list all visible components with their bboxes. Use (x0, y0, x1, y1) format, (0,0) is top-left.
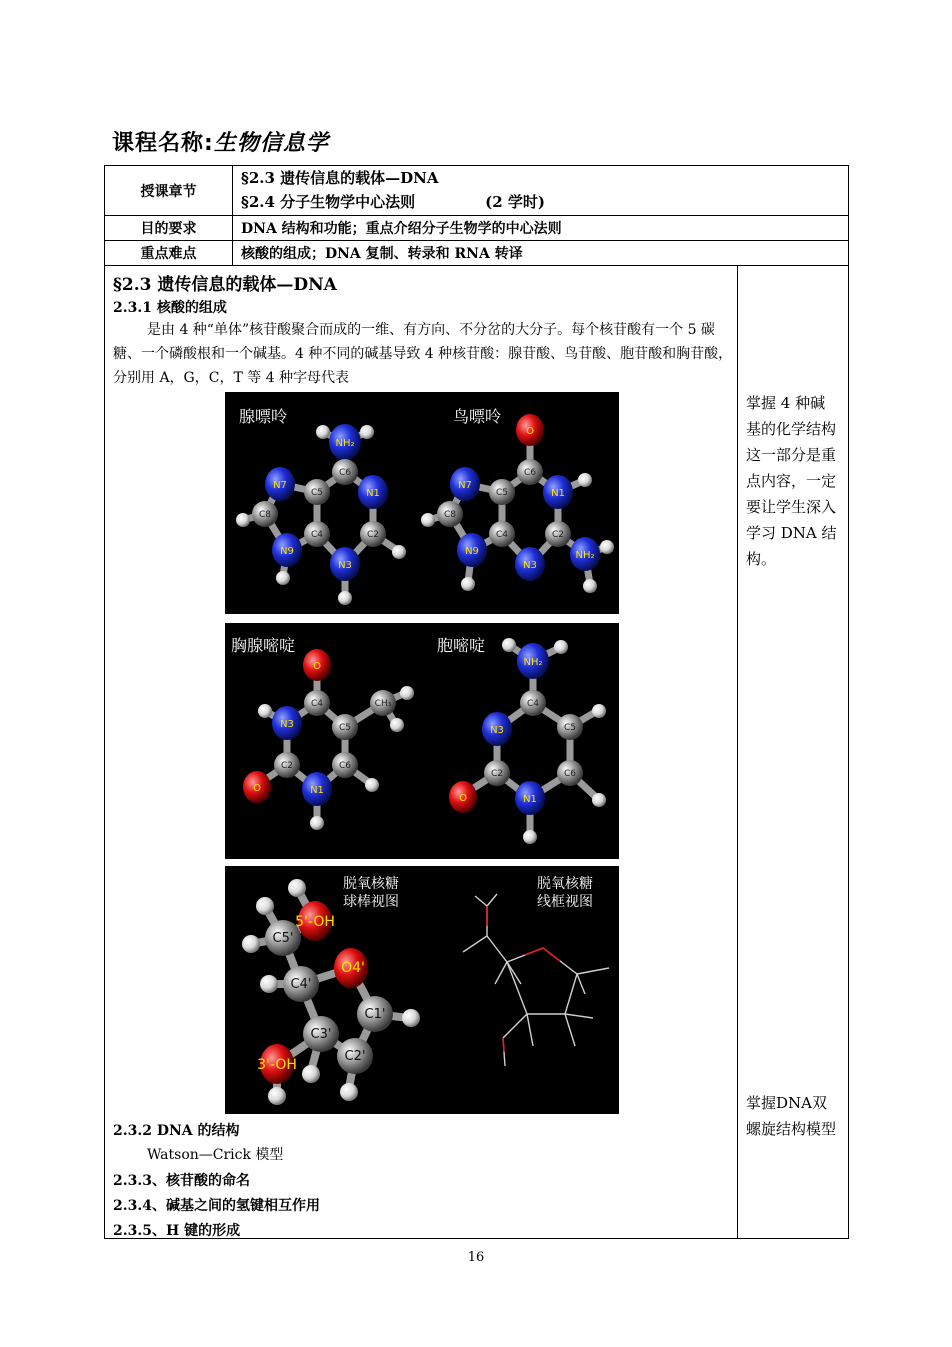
pyrimidine-figure (225, 623, 619, 859)
svg-text:C8: C8 (258, 510, 272, 520)
deoxyribose-figure (225, 866, 619, 1114)
svg-text:3'-OH: 3'-OH (257, 1057, 297, 1073)
svg-text:N1: N1 (551, 488, 565, 499)
svg-text:NH₂: NH₂ (335, 438, 355, 449)
svg-text:C2: C2 (366, 530, 380, 540)
svg-text:N3: N3 (490, 725, 504, 736)
chapter-line-2: §2.4 分子生物学中心法则 (241, 193, 416, 211)
svg-text:N9: N9 (465, 546, 479, 557)
svg-text:N3: N3 (280, 719, 294, 730)
svg-text:C6: C6 (338, 468, 352, 478)
wireframe-label: 脱氧核糖线框视图 (537, 876, 593, 910)
sub4-title: 2.3.4、碱基之间的氢键相互作用 (113, 1198, 320, 1214)
svg-text:C4': C4' (290, 977, 312, 992)
svg-text:C2: C2 (280, 761, 294, 771)
svg-text:N7: N7 (273, 480, 287, 491)
svg-text:O: O (459, 793, 467, 804)
chapter-hours: (2 学时) (485, 193, 546, 211)
note-bases: 掌握 4 种碱基的化学结构 这一部分是重点内容，一定要让学生深入学习 DNA 结构。 (746, 394, 837, 568)
svg-text:C6: C6 (338, 761, 352, 771)
value-chapter (233, 166, 849, 216)
svg-text:5'-OH: 5'-OH (295, 914, 335, 930)
svg-text:C8: C8 (443, 510, 457, 520)
content-cell (105, 266, 738, 1239)
svg-text:C4: C4 (310, 530, 324, 540)
thymine-label: 胸腺嘧啶 (231, 636, 296, 655)
sub2-title: 2.3.2 DNA 的结构 (113, 1123, 240, 1139)
svg-text:C5: C5 (563, 723, 577, 733)
svg-text:NH₂: NH₂ (575, 550, 595, 561)
sub2-text: Watson—Crick 模型 (147, 1147, 284, 1163)
row-objective (105, 216, 849, 241)
svg-text:C2: C2 (490, 769, 504, 779)
purine-figure (225, 392, 619, 614)
svg-text:C4: C4 (526, 699, 540, 709)
adenine-label: 腺嘌呤 (239, 407, 288, 426)
svg-text:C5: C5 (495, 488, 509, 498)
svg-text:N9: N9 (280, 546, 294, 557)
svg-text:O: O (313, 661, 321, 672)
value-keypoints: 核酸的组成；DNA 复制、转录和 RNA 转译 (233, 241, 849, 266)
svg-text:C4: C4 (310, 699, 324, 709)
sub5-title: 2.3.5、H 键的形成 (113, 1223, 241, 1239)
page-number: 16 (467, 1250, 485, 1265)
cytosine-label: 胞嘧啶 (437, 636, 486, 655)
svg-text:C6: C6 (523, 468, 537, 478)
guanine-label: 鸟嘌呤 (453, 407, 502, 426)
svg-text:O4': O4' (341, 960, 365, 976)
svg-text:CH₃: CH₃ (374, 699, 392, 709)
chapter-line-1: §2.3 遗传信息的载体—DNA (241, 169, 439, 187)
label-objective: 目的要求 (105, 216, 233, 241)
row-keypoints (105, 241, 849, 266)
svg-text:C1': C1' (364, 1007, 386, 1022)
sub3-title: 2.3.3、核苷酸的命名 (113, 1173, 250, 1189)
svg-text:C3': C3' (310, 1027, 332, 1042)
value-objective: DNA 结构和功能；重点介绍分子生物学的中心法则 (233, 216, 849, 241)
svg-text:C4: C4 (495, 530, 509, 540)
svg-text:N3: N3 (523, 560, 537, 571)
svg-text:C5: C5 (310, 488, 324, 498)
svg-text:N1: N1 (523, 794, 537, 805)
sub1-title: 2.3.1 核酸的组成 (113, 300, 227, 316)
label-chapter: 授课章节 (105, 166, 233, 216)
section-title: §2.3 遗传信息的载体—DNA (113, 275, 337, 295)
svg-text:C6: C6 (563, 769, 577, 779)
notes-cell (738, 266, 849, 1239)
paragraph-nucleic-acid: 是由 4 种“单体”核苷酸聚合而成的一维、有方向、不分岔的大分子。每个核苷酸有一个 5 碳糖、一个磷酸根和一个碱基。4 种不同的碱基导致 4 种核苷酸：腺苷酸、鸟苷酸、胞苷酸和胸苷酸，分别用 A，G，C，T 等 4 种字母代表 (113, 322, 733, 386)
svg-text:C2': C2' (344, 1049, 366, 1064)
svg-text:O: O (526, 426, 534, 437)
svg-text:C5: C5 (338, 723, 352, 733)
course-name: 生物信息学 (213, 131, 329, 156)
svg-text:N3: N3 (338, 560, 352, 571)
svg-text:O: O (253, 783, 261, 794)
row-content (105, 266, 849, 1239)
ball-stick-label: 脱氧核糖球棒视图 (343, 876, 399, 910)
course-label: 课程名称: (112, 131, 214, 156)
svg-text:NH₂: NH₂ (523, 657, 543, 668)
row-chapter (105, 166, 849, 216)
label-keypoints: 重点难点 (105, 241, 233, 266)
course-title (112, 126, 329, 157)
note-double-helix: 掌握DNA双螺旋结构模型 (746, 1094, 837, 1138)
svg-text:N1: N1 (366, 488, 380, 499)
lesson-plan-table (104, 165, 849, 1239)
svg-text:C2: C2 (551, 530, 565, 540)
svg-text:N1: N1 (310, 785, 324, 796)
svg-text:N7: N7 (458, 480, 472, 491)
svg-text:C5': C5' (272, 931, 294, 946)
